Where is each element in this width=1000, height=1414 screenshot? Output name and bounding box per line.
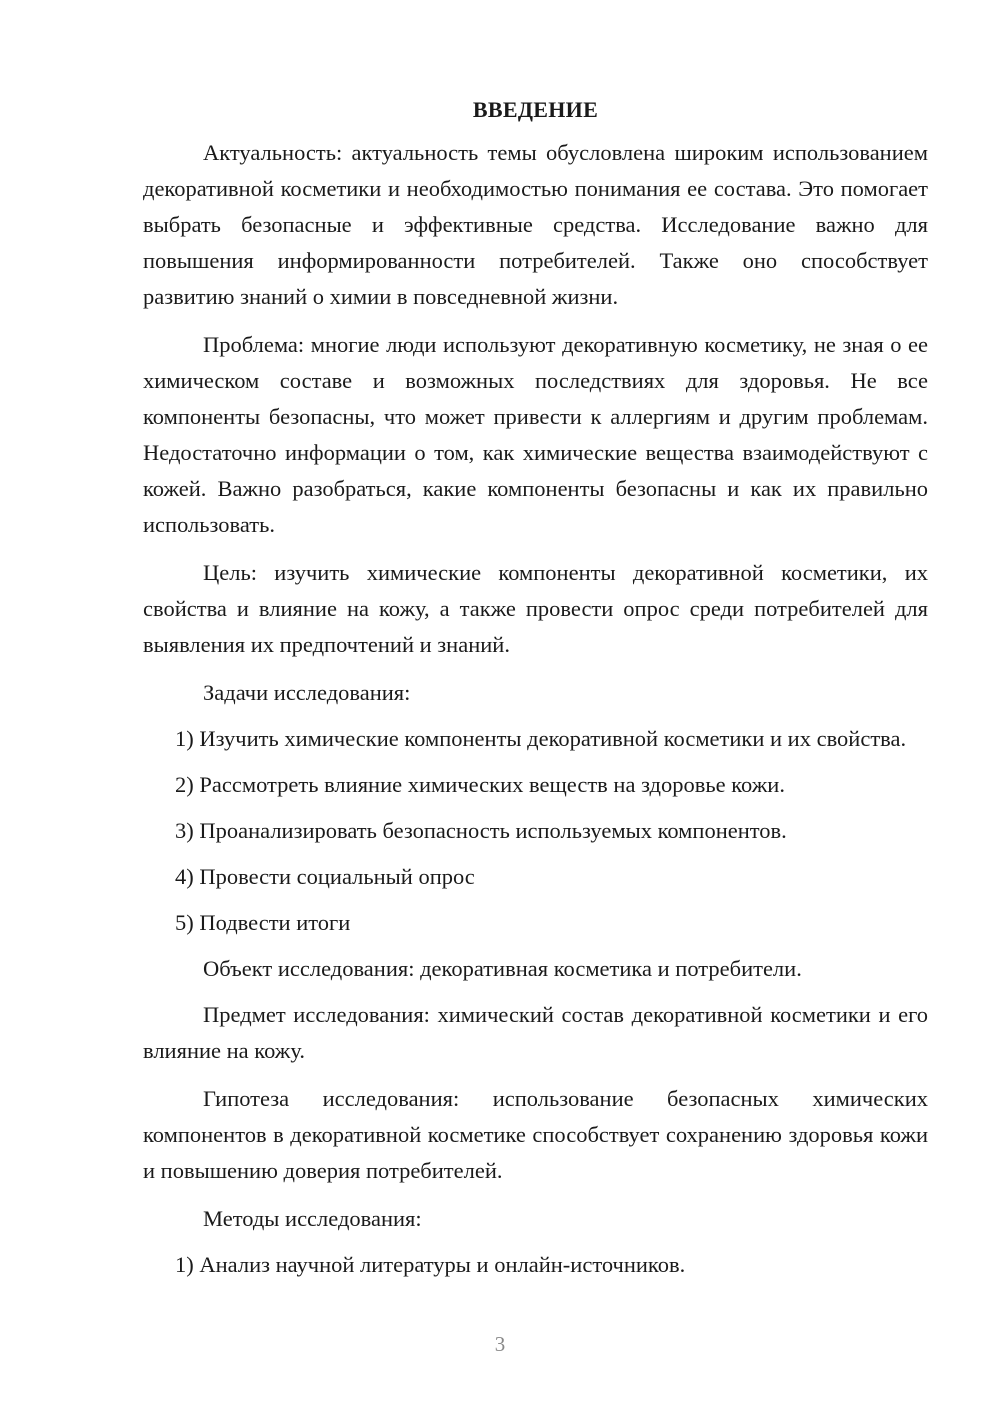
paragraph-relevance: Актуальность: актуальность темы обусловлена широким использованием декоративной косметики и необходимостью понимания ее состава. Это помогает выбрать безопасные и эффективные средства. Исследование важно для повышения информированности потребителей. Также оно способствует развитию знаний о химии в повседневной жизни.: [143, 140, 928, 309]
task-item-4: 4) Провести социальный опрос: [175, 864, 475, 889]
paragraph-subject: Предмет исследования: химический состав декоративной косметики и его влияние на кожу.: [143, 1002, 928, 1063]
task-item-1: 1) Изучить химические компоненты декоративной косметики и их свойства.: [175, 726, 907, 751]
document-page: [143, 95, 928, 1283]
page-number: 3: [494, 1332, 506, 1356]
tasks-heading: Задачи исследования:: [203, 680, 411, 705]
paragraph-problem: Проблема: многие люди используют декоративную косметику, не зная о ее химическом составе и возможных последствиях для здоровья. Не все компоненты безопасны, что может привести к аллергиям и другим проблемам. Недостаточно информации о том, как химические вещества взаимодействуют с кожей. Важно разобраться, какие компоненты безопасны и как их правильно использовать.: [143, 332, 928, 537]
method-item-1: 1) Анализ научной литературы и онлайн-источников.: [175, 1252, 686, 1277]
paragraph-object: Объект исследования: декоративная косметика и потребители.: [203, 956, 802, 981]
task-item-2: 2) Рассмотреть влияние химических веществ на здоровье кожи.: [175, 772, 785, 797]
methods-heading: Методы исследования:: [203, 1206, 422, 1231]
task-item-3: 3) Проанализировать безопасность используемых компонентов.: [175, 818, 787, 843]
page-title: ВВЕДЕНИЕ: [472, 97, 599, 122]
task-item-5: 5) Подвести итоги: [175, 910, 351, 935]
paragraph-goal: Цель: изучить химические компоненты декоративной косметики, их свойства и влияние на кожу, а также провести опрос среди потребителей для выявления их предпочтений и знаний.: [143, 560, 928, 657]
paragraph-hypothesis: Гипотеза исследования: использование безопасных химических компонентов в декоративной косметике способствует сохранению здоровья кожи и повышению доверия потребителей.: [143, 1086, 928, 1183]
